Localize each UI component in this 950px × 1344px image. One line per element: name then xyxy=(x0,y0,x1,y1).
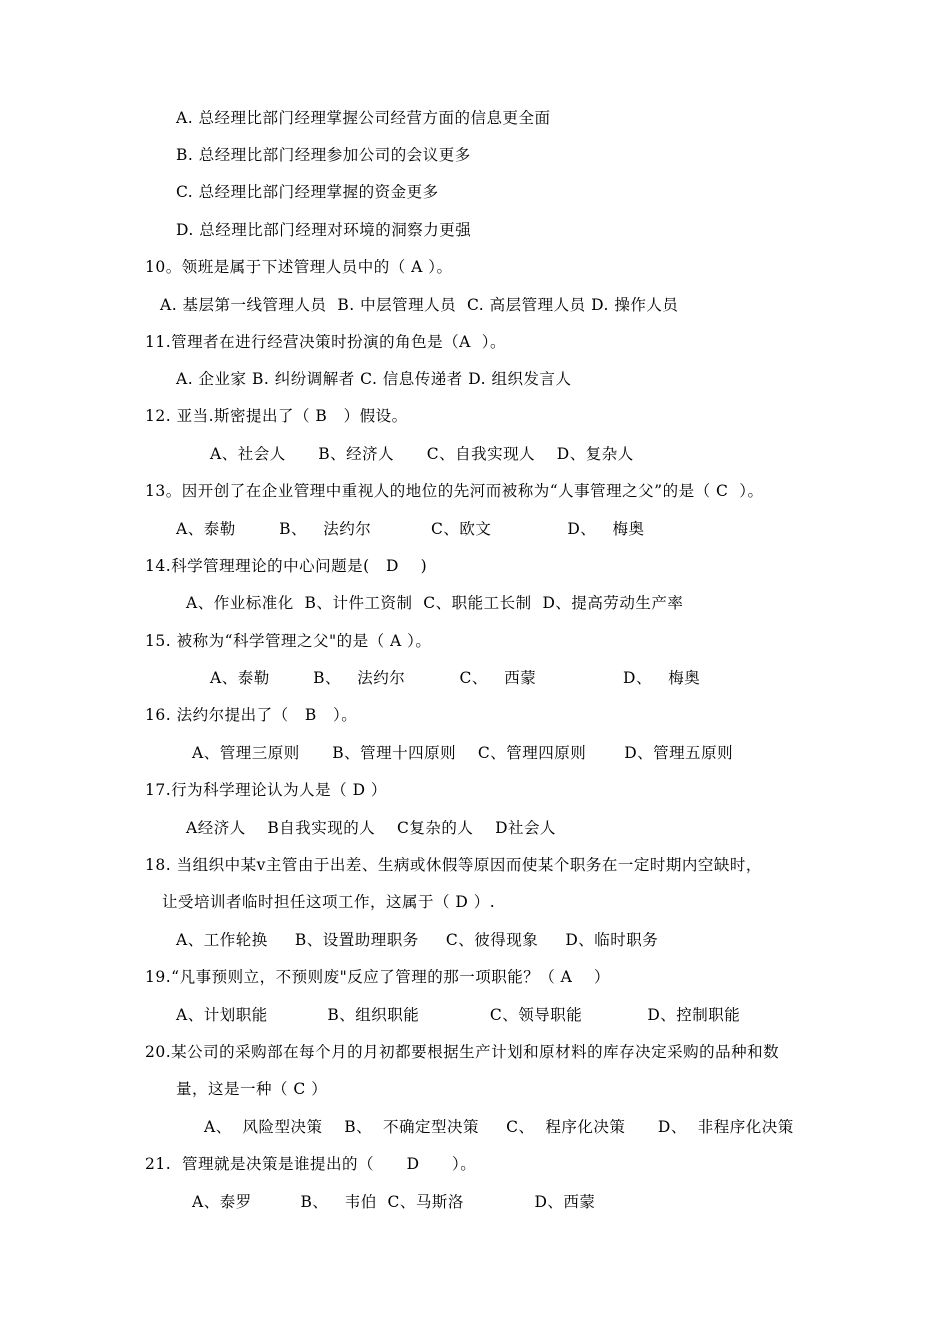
q15-options: A、泰勒 B、 法约尔 C、 西蒙 D、 梅奥 xyxy=(210,669,701,687)
q19-options: A、计划职能 B、组织职能 C、领导职能 D、控制职能 xyxy=(176,1006,741,1024)
q16-question: 16. 法约尔提出了（ B ）。 xyxy=(145,706,358,724)
q19-question: 19.“凡事预则立，不预则废"反应了管理的那一项职能？（ A ） xyxy=(145,968,611,986)
q12-options: A、社会人 B、经济人 C、自我实现人 D、复杂人 xyxy=(210,445,634,463)
q14-question: 14.科学管理理论的中心问题是( D ) xyxy=(145,557,428,575)
q9-option-b: B. 总经理比部门经理参加公司的会议更多 xyxy=(176,146,471,164)
q20-question-line1: 20.某公司的采购部在每个月的月初都要根据生产计划和原材料的库存决定采购的品种和数 xyxy=(145,1043,780,1061)
q9-option-a: A. 总经理比部门经理掌握公司经营方面的信息更全面 xyxy=(176,109,551,127)
q18-question-line1: 18. 当组织中某v主管由于出差、生病或休假等原因而使某个职务在一定时期内空缺时， xyxy=(145,856,762,874)
q10-question: 10。领班是属于下述管理人员中的（ A ）。 xyxy=(145,258,453,276)
q16-options: A、管理三原则 B、管理十四原则 C、管理四原则 D、管理五原则 xyxy=(192,744,734,762)
q18-question-line2: 让受培训者临时担任这项工作，这属于（ D ）. xyxy=(162,893,496,911)
q14-options: A、作业标准化 B、计件工资制 C、职能工长制 D、提高劳动生产率 xyxy=(186,594,684,612)
q9-option-c: C. 总经理比部门经理掌握的资金更多 xyxy=(176,183,439,201)
q11-question: 11.管理者在进行经营决策时扮演的角色是（A ）。 xyxy=(145,333,506,351)
q20-question-line2: 量，这是一种（ C ） xyxy=(176,1080,328,1098)
q11-options: A. 企业家 B. 纠纷调解者 C. 信息传递者 D. 组织发言人 xyxy=(176,370,572,388)
q21-question: 21. 管理就是决策是谁提出的（ D ）。 xyxy=(145,1155,477,1173)
q15-question: 15. 被称为“科学管理之父"的是（ A ）。 xyxy=(145,632,432,650)
q13-question: 13。因开创了在企业管理中重视人的地位的先河而被称为“人事管理之父”的是（ C ）。 xyxy=(145,482,764,500)
q17-options: A经济人 B自我实现的人 C复杂的人 D社会人 xyxy=(186,819,556,837)
q18-options: A、工作轮换 B、设置助理职务 C、彼得现象 D、临时职务 xyxy=(176,931,659,949)
q21-options: A、泰罗 B、 韦伯 C、马斯洛 D、西蒙 xyxy=(192,1193,596,1211)
q9-option-d: D. 总经理比部门经理对环境的洞察力更强 xyxy=(176,221,472,239)
q13-options: A、泰勒 B、 法约尔 C、欧文 D、 梅奥 xyxy=(176,520,645,538)
q20-options: A、 风险型决策 B、 不确定型决策 C、 程序化决策 D、 非程序化决策 xyxy=(204,1118,794,1136)
q10-options: A. 基层第一线管理人员 B. 中层管理人员 C. 高层管理人员 D. 操作人员 xyxy=(160,296,679,314)
q12-question: 12. 亚当.斯密提出了（ B ）假设。 xyxy=(145,407,408,425)
q17-question: 17.行为科学理论认为人是（ D ） xyxy=(145,781,387,799)
